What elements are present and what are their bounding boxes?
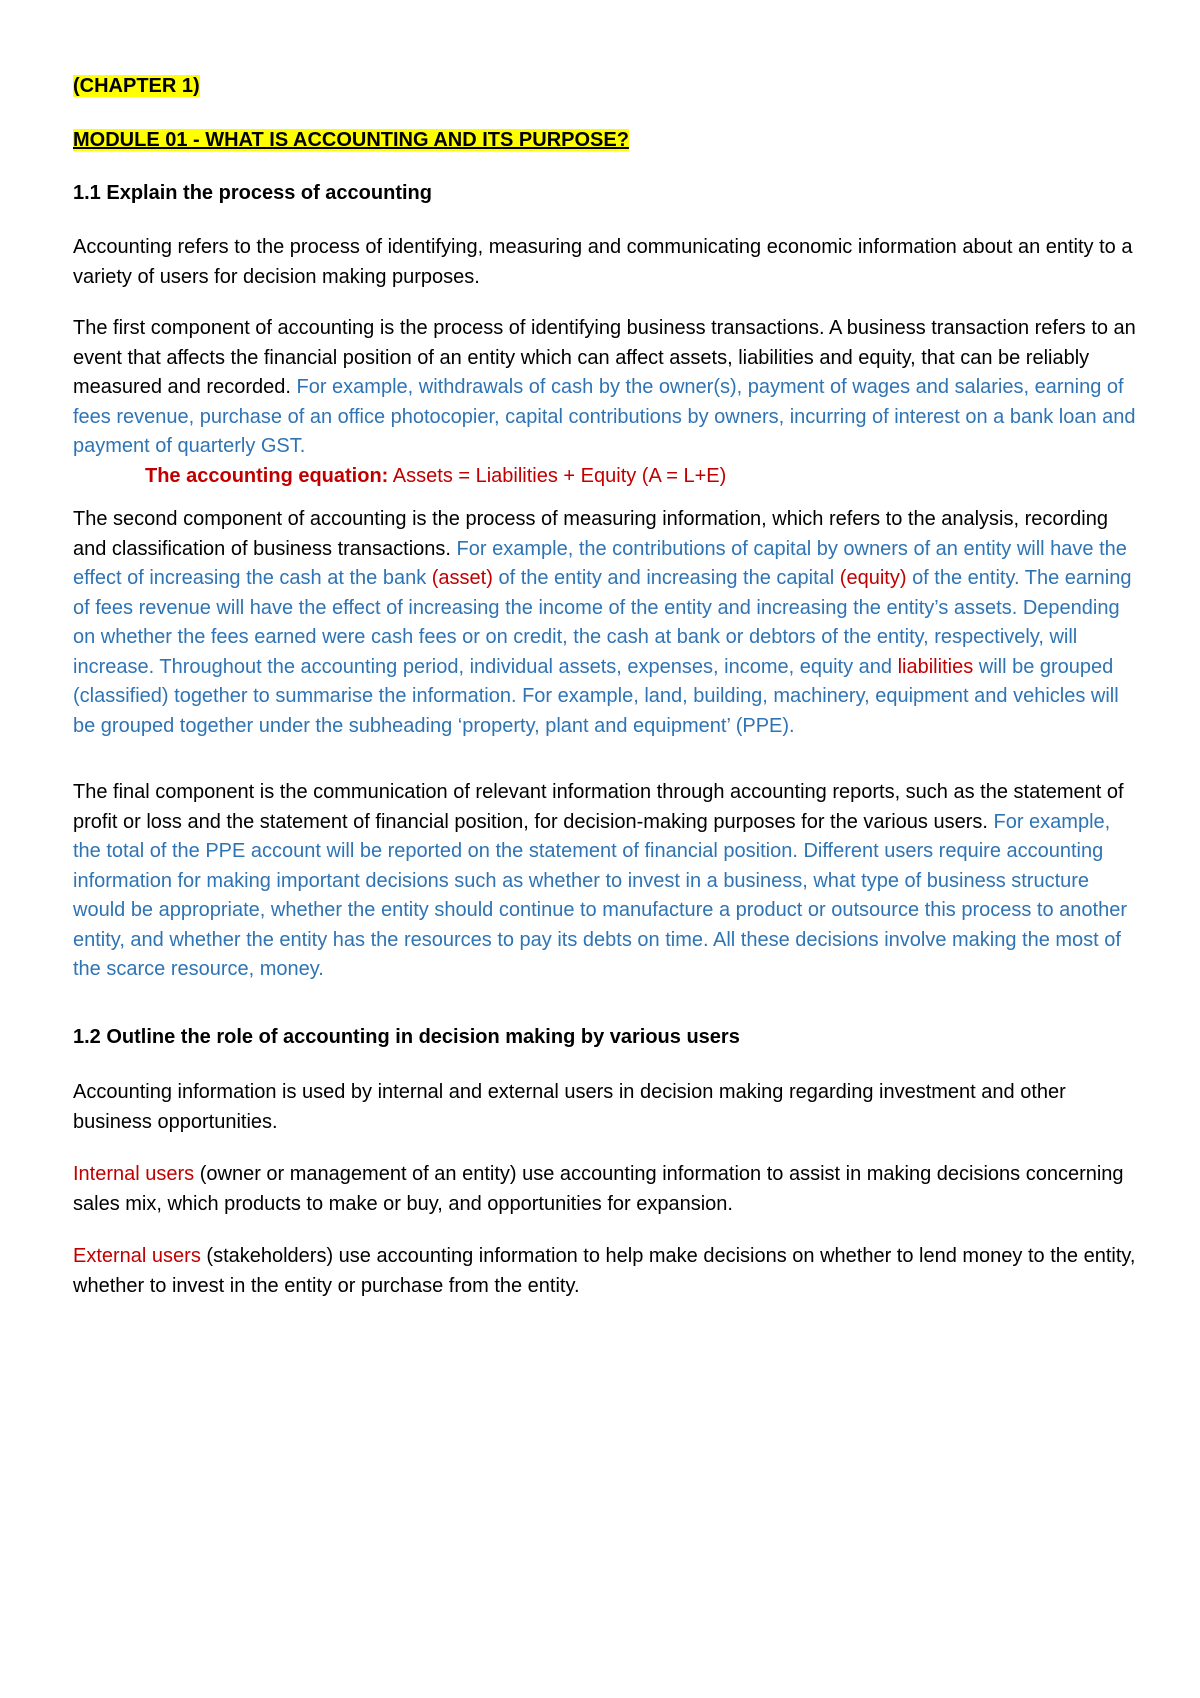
final-component-example: For example, the total of the PPE account will be reported on the statement of financial position. Different users require accounting information for making important decisions such as whether to invest in a business, what type of business structure would be appropriate, whether the entity should continue to manufacture a product or outsource this process to another entity, and whether the entity has the resources to pay its debts on time. All these decisions involve making the most of the scarce resource, money. [73,810,1127,980]
second-component-example-4: will be grouped (classified) together to summarise the information. For example, land, building, machinery, equipment and vehicles will be grouped together under the subheading ‘property, plant and equipment’ (PPE). [73,655,1119,737]
second-component-text: The second component of accounting is the process of measuring information, which refers to the analysis, recording and classification of business transactions. [73,508,1108,560]
accounting-equation-label: The accounting equation: [145,464,389,487]
external-users-term: External users [73,1245,201,1267]
external-users-paragraph [73,1242,1141,1301]
section-1-1-heading: 1.1 Explain the process of accounting [73,182,432,204]
liabilities-term: liabilities [897,655,974,678]
accounting-definition-paragraph: Accounting refers to the process of identifying, measuring and communicating economic information about an entity to a variety of users for decision making purposes. [73,236,1133,288]
chapter-label-text: (CHAPTER 1) [73,75,200,97]
chapter-label [73,72,1141,102]
accounting-equation-line [73,465,726,487]
first-component-paragraph [73,314,1141,491]
first-component-example: For example, withdrawals of cash by the owner(s), payment of wages and salaries, earning of fees revenue, purchase of an office photocopier, capital contributions by owners, incurring of interest on a bank loan and payment of quarterly GST. [73,376,1136,457]
internal-users-text: (owner or management of an entity) use accounting information to assist in making decisions concerning sales mix, which products to make or buy, and opportunities for expansion. [73,1163,1124,1215]
second-component-example-1: For example, the contributions of capital by owners of an entity will have the effect of increasing the cash at the bank [73,537,1127,589]
accounting-equation-formula: Assets = Liabilities + Equity (A = L+E) [392,464,727,487]
internal-users-term: Internal users [73,1163,195,1185]
final-component-text: The final component is the communication of relevant information through accounting reports, such as the statement of profit or loss and the statement of financial position, for decision-making purposes for the various users. [73,781,1124,833]
module-title-text: MODULE 01 - WHAT IS ACCOUNTING AND ITS PURPOSE? [73,129,629,151]
asset-term: (asset) [431,567,493,589]
equity-term: (equity) [839,567,907,589]
internal-users-paragraph [73,1160,1141,1219]
external-users-text: (stakeholders) use accounting information to help make decisions on whether to lend money to the entity, whether to invest in the entity or purchase from the entity. [73,1245,1136,1297]
second-component-example-2: of the entity and increasing the capital [498,567,835,589]
second-component-paragraph [73,505,1141,741]
section-1-2-heading: 1.2 Outline the role of accounting in decision making by various users [73,1026,740,1048]
module-title [73,126,1141,156]
first-component-text: The first component of accounting is the process of identifying business transactions. A business transaction refers to an event that affects the financial position of an entity which can affect assets, liabilities and equity, that can be reliably measured and recorded. [73,317,1136,398]
final-component-paragraph [73,778,1141,985]
second-component-example-3: of the entity. The earning of fees revenue will have the effect of increasing the income of the entity and increasing the entity’s assets. Depending on whether the fees earned were cash fees or on credit, the cash at bank or debtors of the entity, respectively, will increase. Throughout the accounting period, individual assets, expenses, income, equity and [73,567,1132,678]
users-intro-paragraph: Accounting information is used by internal and external users in decision making regarding investment and other business opportunities. [73,1081,1066,1133]
